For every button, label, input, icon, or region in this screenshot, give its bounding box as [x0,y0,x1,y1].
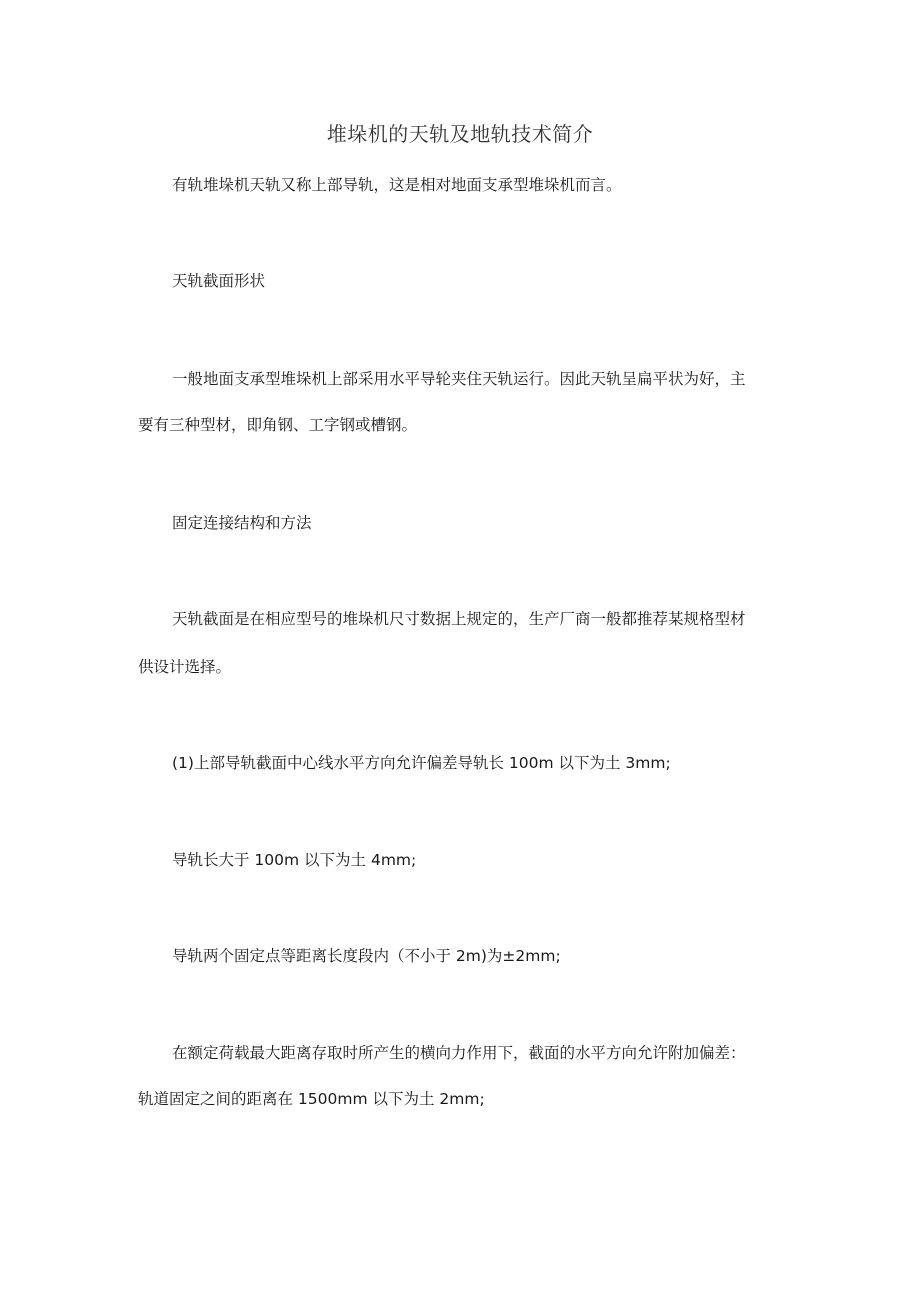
spec-item-3: 导轨两个固定点等距离长度段内（不小于 2m)为±2mm; [172,947,561,965]
spec-item-4-line-2: 轨道固定之间的距离在 1500mm 以下为土 2mm; [138,1090,485,1108]
spec-item-1: (1)上部导轨截面中心线水平方向允许偏差导轨长 100m 以下为土 3mm; [172,754,671,772]
spec-item-4-line-1: 在额定荷载最大距离存取时所产生的横向力作用下，截面的水平方向允许附加偏差： [172,1044,746,1062]
paragraph-intro: 有轨堆垛机天轨又称上部导轨，这是相对地面支承型堆垛机而言。 [172,176,622,194]
paragraph-selection-line-2: 供设计选择。 [138,658,232,676]
paragraph-section-line-2: 要有三种型材，即角钢、工字钢或槽钢。 [138,416,418,434]
heading-rail-section-shape: 天轨截面形状 [172,272,266,290]
spec-item-2: 导轨长大于 100m 以下为土 4mm; [172,851,417,869]
paragraph-selection-line-1: 天轨截面是在相应型号的堆垛机尺寸数据上规定的，生产厂商一般都推荐某规格型材 [172,610,746,628]
document-title: 堆垛机的天轨及地轨技术简介 [326,122,594,146]
heading-fixing-structure: 固定连接结构和方法 [172,514,312,532]
paragraph-section-line-1: 一般地面支承型堆垛机上部采用水平导轮夹住天轨运行。因此天轨呈扁平状为好，主 [172,370,746,388]
